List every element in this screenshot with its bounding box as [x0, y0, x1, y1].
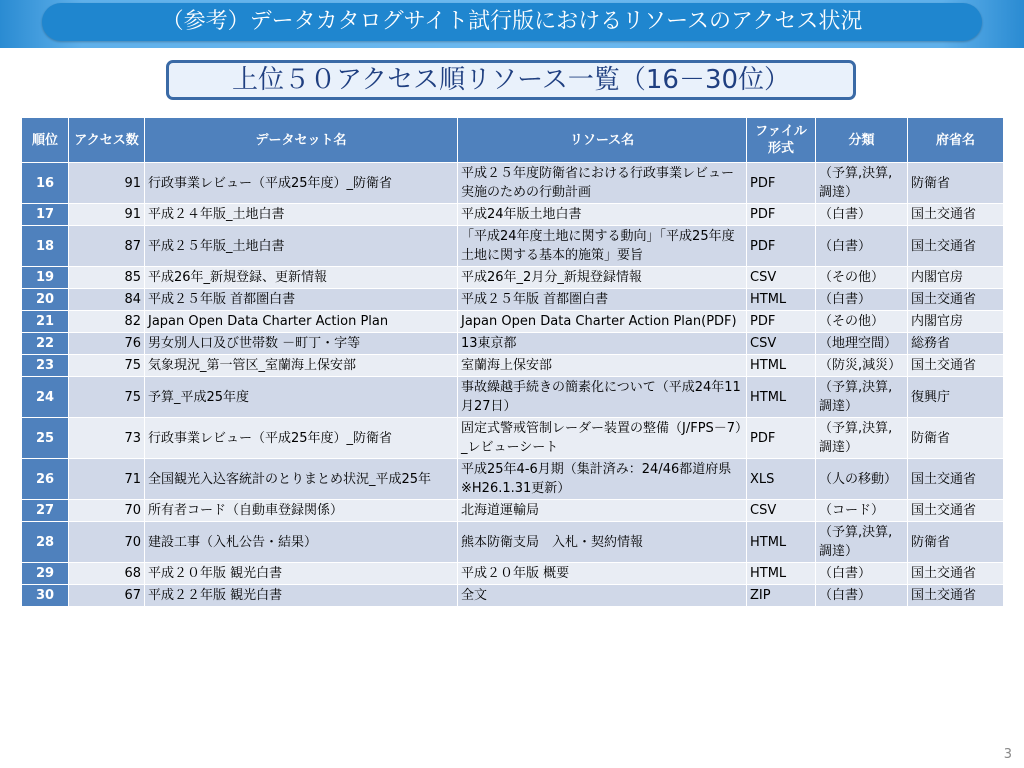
table-subtitle: 上位５０アクセス順リソース一覧（16－30位） — [166, 60, 856, 100]
resource-cell: 室蘭海上保安部 — [458, 355, 747, 377]
category-cell: （予算,決算,調達） — [816, 522, 908, 563]
ministry-cell: 防衛省 — [908, 522, 1004, 563]
resource-cell: 平成24年版土地白書 — [458, 204, 747, 226]
ministry-cell: 総務省 — [908, 333, 1004, 355]
file-format-cell: HTML — [747, 377, 816, 418]
header-band — [0, 0, 1024, 48]
access-count-cell: 70 — [69, 500, 145, 522]
ministry-cell: 国土交通省 — [908, 459, 1004, 500]
file-format-cell: PDF — [747, 163, 816, 204]
dataset-cell: 男女別人口及び世帯数 －町丁・字等 — [145, 333, 458, 355]
category-cell: （予算,決算,調達） — [816, 377, 908, 418]
rank-cell: 17 — [22, 204, 69, 226]
rank-cell: 19 — [22, 267, 69, 289]
file-format-cell: CSV — [747, 333, 816, 355]
dataset-cell: 平成26年_新規登録、更新情報 — [145, 267, 458, 289]
table-row — [22, 522, 1004, 563]
rank-cell: 21 — [22, 311, 69, 333]
dataset-cell: 予算_平成25年度 — [145, 377, 458, 418]
dataset-cell: 平成２０年版 観光白書 — [145, 563, 458, 585]
resource-cell: 平成25年4-6月期（集計済み：24/46都道府県 ※H26.1.31更新） — [458, 459, 747, 500]
access-count-cell: 76 — [69, 333, 145, 355]
resource-cell: 熊本防衛支局 入札・契約情報 — [458, 522, 747, 563]
access-count-cell: 73 — [69, 418, 145, 459]
ministry-cell: 防衛省 — [908, 163, 1004, 204]
category-cell: （その他） — [816, 267, 908, 289]
resource-cell: 固定式警戒管制レーダー装置の整備（J/FPS－7）_レビューシート — [458, 418, 747, 459]
rank-cell: 29 — [22, 563, 69, 585]
rank-cell: 26 — [22, 459, 69, 500]
column-header-file-format: ファイル形式 — [747, 118, 816, 163]
ministry-cell: 国土交通省 — [908, 500, 1004, 522]
table-row — [22, 226, 1004, 267]
access-count-cell: 82 — [69, 311, 145, 333]
file-format-cell: PDF — [747, 311, 816, 333]
category-cell: （地理空間） — [816, 333, 908, 355]
category-cell: （防災,減災） — [816, 355, 908, 377]
table-row — [22, 204, 1004, 226]
dataset-cell: 気象現況_第一管区_室蘭海上保安部 — [145, 355, 458, 377]
file-format-cell: PDF — [747, 418, 816, 459]
category-cell: （人の移動） — [816, 459, 908, 500]
page-number: 3 — [1003, 747, 1012, 762]
resource-cell: Japan Open Data Charter Action Plan(PDF) — [458, 311, 747, 333]
ministry-cell: 国土交通省 — [908, 226, 1004, 267]
column-header-rank: 順位 — [22, 118, 69, 163]
table-row — [22, 418, 1004, 459]
category-cell: （白書） — [816, 289, 908, 311]
category-cell: （白書） — [816, 226, 908, 267]
dataset-cell: 全国観光入込客統計のとりまとめ状況_平成25年 — [145, 459, 458, 500]
dataset-cell: Japan Open Data Charter Action Plan — [145, 311, 458, 333]
table-row — [22, 459, 1004, 500]
file-format-cell: PDF — [747, 226, 816, 267]
table-row — [22, 311, 1004, 333]
resource-cell: 全文 — [458, 585, 747, 607]
resource-cell: 「平成24年度土地に関する動向」「平成25年度土地に関する基本的施策」要旨 — [458, 226, 747, 267]
table-header-row — [22, 118, 1004, 163]
table-row — [22, 355, 1004, 377]
access-count-cell: 68 — [69, 563, 145, 585]
rank-cell: 18 — [22, 226, 69, 267]
access-count-cell: 75 — [69, 355, 145, 377]
resource-cell: 北海道運輸局 — [458, 500, 747, 522]
access-count-cell: 85 — [69, 267, 145, 289]
ministry-cell: 国土交通省 — [908, 585, 1004, 607]
ministry-cell: 国土交通省 — [908, 563, 1004, 585]
resource-cell: 平成２５年版 首都圏白書 — [458, 289, 747, 311]
file-format-cell: HTML — [747, 522, 816, 563]
table-row — [22, 377, 1004, 418]
rank-cell: 23 — [22, 355, 69, 377]
resource-cell: 13東京都 — [458, 333, 747, 355]
rank-cell: 24 — [22, 377, 69, 418]
access-count-cell: 91 — [69, 163, 145, 204]
table-row — [22, 163, 1004, 204]
table-row — [22, 267, 1004, 289]
file-format-cell: XLS — [747, 459, 816, 500]
column-header-resource: リソース名 — [458, 118, 747, 163]
table-row — [22, 585, 1004, 607]
ministry-cell: 国土交通省 — [908, 204, 1004, 226]
resource-cell: 平成２０年版 概要 — [458, 563, 747, 585]
access-count-cell: 67 — [69, 585, 145, 607]
file-format-cell: PDF — [747, 204, 816, 226]
access-count-cell: 70 — [69, 522, 145, 563]
rank-cell: 30 — [22, 585, 69, 607]
table-row — [22, 333, 1004, 355]
dataset-cell: 行政事業レビュー（平成25年度）_防衛省 — [145, 418, 458, 459]
file-format-cell: HTML — [747, 563, 816, 585]
dataset-cell: 平成２５年版_土地白書 — [145, 226, 458, 267]
file-format-cell: HTML — [747, 289, 816, 311]
file-format-cell: HTML — [747, 355, 816, 377]
dataset-cell: 平成２５年版 首都圏白書 — [145, 289, 458, 311]
rank-cell: 28 — [22, 522, 69, 563]
table-body — [22, 163, 1004, 607]
resource-cell: 事故繰越手続きの簡素化について（平成24年11月27日） — [458, 377, 747, 418]
ministry-cell: 国土交通省 — [908, 289, 1004, 311]
rank-cell: 20 — [22, 289, 69, 311]
table-row — [22, 563, 1004, 585]
access-count-cell: 75 — [69, 377, 145, 418]
category-cell: （予算,決算,調達） — [816, 418, 908, 459]
table-row — [22, 500, 1004, 522]
access-count-cell: 71 — [69, 459, 145, 500]
dataset-cell: 所有者コード（自動車登録関係） — [145, 500, 458, 522]
ministry-cell: 防衛省 — [908, 418, 1004, 459]
file-format-cell: ZIP — [747, 585, 816, 607]
category-cell: （白書） — [816, 585, 908, 607]
file-format-cell: CSV — [747, 267, 816, 289]
dataset-cell: 平成２４年版_土地白書 — [145, 204, 458, 226]
category-cell: （その他） — [816, 311, 908, 333]
page-title: （参考）データカタログサイト試行版におけるリソースのアクセス状況 — [42, 3, 982, 41]
resource-cell: 平成26年_2月分_新規登録情報 — [458, 267, 747, 289]
resource-cell: 平成２５年度防衛省における行政事業レビュー実施のための行動計画 — [458, 163, 747, 204]
column-header-dataset: データセット名 — [145, 118, 458, 163]
ministry-cell: 内閣官房 — [908, 311, 1004, 333]
access-count-cell: 91 — [69, 204, 145, 226]
category-cell: （白書） — [816, 204, 908, 226]
ministry-cell: 内閣官房 — [908, 267, 1004, 289]
rank-cell: 22 — [22, 333, 69, 355]
dataset-cell: 平成２２年版 観光白書 — [145, 585, 458, 607]
category-cell: （白書） — [816, 563, 908, 585]
file-format-cell: CSV — [747, 500, 816, 522]
column-header-access-count: アクセス数 — [69, 118, 145, 163]
resource-table — [21, 117, 1004, 607]
dataset-cell: 建設工事（入札公告・結果） — [145, 522, 458, 563]
access-count-cell: 84 — [69, 289, 145, 311]
ministry-cell: 復興庁 — [908, 377, 1004, 418]
column-header-category: 分類 — [816, 118, 908, 163]
rank-cell: 27 — [22, 500, 69, 522]
category-cell: （予算,決算,調達） — [816, 163, 908, 204]
ministry-cell: 国土交通省 — [908, 355, 1004, 377]
rank-cell: 16 — [22, 163, 69, 204]
category-cell: （コード） — [816, 500, 908, 522]
rank-cell: 25 — [22, 418, 69, 459]
table-row — [22, 289, 1004, 311]
dataset-cell: 行政事業レビュー（平成25年度）_防衛省 — [145, 163, 458, 204]
access-count-cell: 87 — [69, 226, 145, 267]
column-header-ministry: 府省名 — [908, 118, 1004, 163]
